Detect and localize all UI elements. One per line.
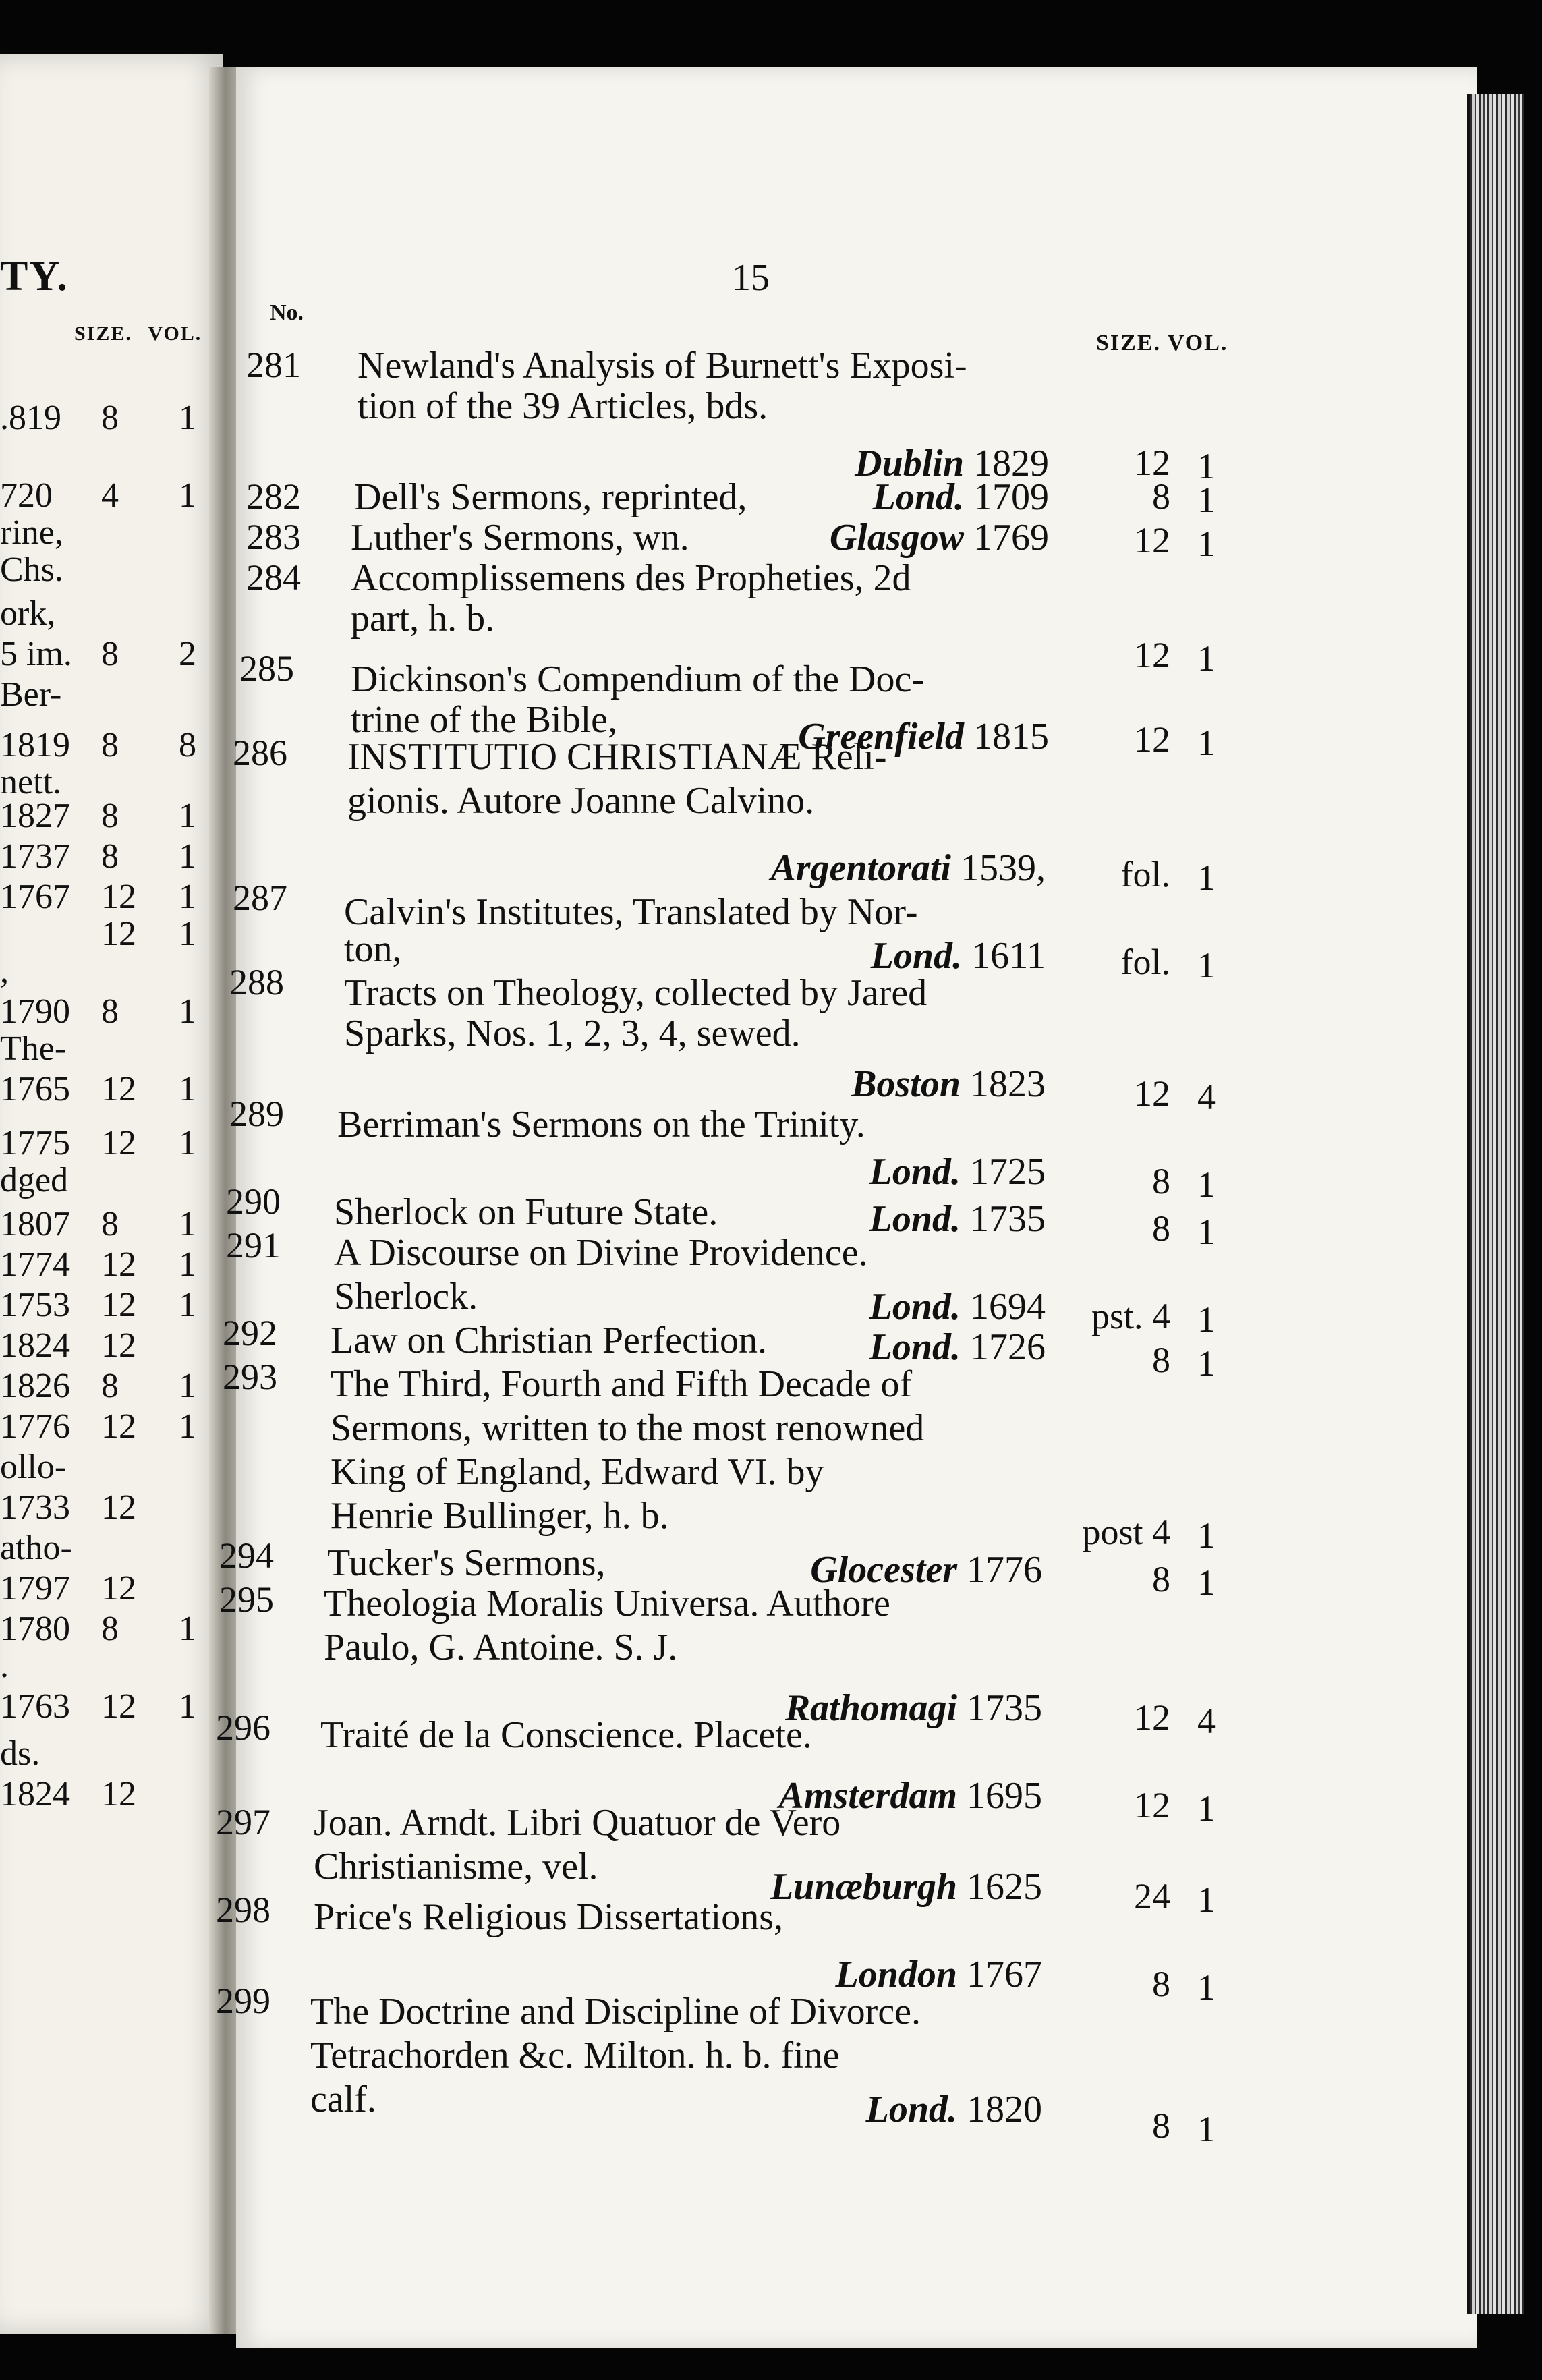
page-edges xyxy=(1467,94,1524,2314)
left-row-vol: 1 xyxy=(179,992,196,1031)
left-row-text: ollo- xyxy=(0,1448,67,1486)
entry-place: Lond. xyxy=(869,1286,961,1328)
entry-size: 24 xyxy=(1134,1876,1170,1917)
left-row-size: 12 xyxy=(101,1326,136,1365)
left-row-text: 1819 xyxy=(0,726,70,764)
entry-place: Lond. xyxy=(869,1151,961,1193)
entry-size: 12 xyxy=(1134,719,1170,760)
left-row-vol: 1 xyxy=(179,915,196,953)
page-number: 15 xyxy=(732,257,770,299)
entry-size: fol. xyxy=(1120,854,1170,895)
entry-volumes: 4 xyxy=(1197,1077,1216,1117)
left-row-size: 12 xyxy=(101,1124,136,1162)
entry-volumes: 1 xyxy=(1197,1788,1216,1829)
entry-title-line: Sherlock on Future State. xyxy=(334,1191,718,1233)
entry-volumes: 1 xyxy=(1197,1562,1216,1603)
entry-size: 8 xyxy=(1152,2105,1170,2146)
left-row-size: 12 xyxy=(101,1407,136,1446)
entry-title-line: Sermons, written to the most renowned xyxy=(331,1407,925,1449)
entry-imprint xyxy=(785,1687,1042,1730)
entry-volumes: 4 xyxy=(1197,1701,1216,1741)
left-row-vol: 1 xyxy=(179,1610,196,1648)
entry-place: Amsterdam xyxy=(778,1775,957,1817)
left-row-vol: 1 xyxy=(179,476,196,515)
entry-title-line: calf. xyxy=(310,2078,376,2120)
left-page-heading-fragment: TY. xyxy=(0,254,69,300)
entry-volumes: 1 xyxy=(1197,945,1216,986)
entry-place: Lunæburgh xyxy=(770,1866,957,1908)
entry-place: Argentorati xyxy=(770,847,951,889)
entry-number: 281 xyxy=(246,345,301,385)
entry-title-line: Calvin's Institutes, Translated by Nor- xyxy=(344,891,918,933)
entry-title-line: Theologia Moralis Universa. Authore xyxy=(324,1583,890,1624)
left-row-text: 1776 xyxy=(0,1407,70,1446)
entry-title-line: Luther's Sermons, wn. xyxy=(351,517,689,559)
left-row-vol: 1 xyxy=(179,1245,196,1284)
entry-volumes: 1 xyxy=(1197,1212,1216,1252)
left-row-text: 1765 xyxy=(0,1070,70,1108)
entry-title-line: part, h. b. xyxy=(351,598,495,640)
left-row-vol: 1 xyxy=(179,1367,196,1405)
entry-volumes: 1 xyxy=(1197,1515,1216,1556)
entry-place: Dublin xyxy=(855,443,964,484)
entry-title-line: tion of the 39 Articles, bds. xyxy=(358,385,768,427)
entry-place: Lond. xyxy=(865,2089,957,2130)
entry-year: 1725 xyxy=(970,1151,1046,1193)
entry-year: 1611 xyxy=(971,935,1046,977)
left-row-size: 4 xyxy=(101,476,119,515)
entry-place: Glasgow xyxy=(829,517,964,559)
entry-title-line: Paulo, G. Antoine. S. J. xyxy=(324,1626,678,1668)
entry-number: 290 xyxy=(226,1181,281,1222)
left-row-vol: 1 xyxy=(179,797,196,835)
entry-number: 295 xyxy=(219,1579,274,1620)
entry-title-line: The Third, Fourth and Fifth Decade of xyxy=(331,1363,913,1405)
entry-number: 296 xyxy=(216,1707,270,1748)
left-row-text: . xyxy=(0,1647,9,1685)
entry-title-line: Sherlock. xyxy=(334,1276,478,1318)
left-row-size: 8 xyxy=(101,1610,119,1648)
entry-volumes: 1 xyxy=(1197,1967,1216,2008)
entry-volumes: 1 xyxy=(1197,480,1216,520)
entry-title-line: INSTITUTIO CHRISTIANÆ Reli- xyxy=(347,736,887,778)
left-size-label: SIZE. xyxy=(74,322,132,345)
left-row-text: nett. xyxy=(0,763,61,801)
entry-title-line: Tetrachorden &c. Milton. h. b. fine xyxy=(310,2035,840,2076)
entry-size: fol. xyxy=(1120,942,1170,982)
size-vol-column-header: SIZE. VOL. xyxy=(1096,331,1228,356)
left-row-text: dged xyxy=(0,1161,69,1199)
entry-year: 1735 xyxy=(967,1687,1042,1729)
entry-volumes: 1 xyxy=(1197,638,1216,679)
entry-year: 1625 xyxy=(967,1866,1042,1908)
entry-year: 1694 xyxy=(970,1286,1046,1328)
left-row-vol: 1 xyxy=(179,1687,196,1726)
left-row-text: atho- xyxy=(0,1529,72,1567)
left-row-size: 12 xyxy=(101,1245,136,1284)
entry-size: 12 xyxy=(1134,1697,1170,1738)
entry-size: 12 xyxy=(1134,1785,1170,1825)
entry-volumes: 1 xyxy=(1197,1879,1216,1920)
entry-title-line: Berriman's Sermons on the Trinity. xyxy=(337,1104,865,1145)
entry-title-line: Newland's Analysis of Burnett's Exposi- xyxy=(358,345,967,387)
left-row-text: The- xyxy=(0,1029,67,1068)
entry-size: 12 xyxy=(1134,635,1170,675)
entry-title-line: Henrie Bullinger, h. b. xyxy=(331,1495,669,1537)
entry-number: 291 xyxy=(226,1225,281,1266)
entry-place: Glocester xyxy=(810,1549,957,1591)
entry-title-line: Christianisme, vel. xyxy=(314,1846,598,1888)
left-row-size: 12 xyxy=(101,1070,136,1108)
entry-year: 1539, xyxy=(961,847,1046,889)
entry-imprint xyxy=(770,847,1046,890)
entry-title-line: Price's Religious Dissertations, xyxy=(314,1896,784,1938)
left-row-vol: 1 xyxy=(179,1407,196,1446)
entry-volumes: 1 xyxy=(1197,722,1216,763)
left-row-text: 1737 xyxy=(0,837,70,876)
entry-imprint xyxy=(830,516,1049,559)
left-row-vol: 1 xyxy=(179,878,196,916)
left-row-text: 1824 xyxy=(0,1326,70,1365)
entry-volumes: 1 xyxy=(1197,2109,1216,2149)
entry-number: 292 xyxy=(223,1313,277,1353)
entry-size: 8 xyxy=(1152,476,1170,517)
entry-year: 1769 xyxy=(973,517,1049,559)
left-row-text: rine, xyxy=(0,513,63,552)
left-size-vol-header xyxy=(74,322,202,345)
entry-title-line: The Doctrine and Discipline of Divorce. xyxy=(310,1991,921,2033)
entry-place: Lond. xyxy=(870,935,963,977)
left-row-text: ork, xyxy=(0,594,56,633)
entry-number: 282 xyxy=(246,476,301,517)
entry-year: 1815 xyxy=(973,716,1049,758)
left-row-vol: 1 xyxy=(179,837,196,876)
entry-size: 12 xyxy=(1134,443,1170,483)
entry-imprint xyxy=(866,2088,1042,2131)
left-row-size: 8 xyxy=(101,797,119,835)
left-row-size: 8 xyxy=(101,992,119,1031)
left-row-text: .819 xyxy=(0,399,61,437)
entry-size: post 4 xyxy=(1082,1512,1170,1552)
entry-place: Lond. xyxy=(869,1198,961,1240)
number-column-header: No. xyxy=(270,300,304,325)
left-row-vol: 8 xyxy=(179,726,196,764)
left-row-vol: 1 xyxy=(179,1205,196,1243)
left-row-text: 1780 xyxy=(0,1610,70,1648)
left-row-vol: 1 xyxy=(179,1124,196,1162)
entry-place: Boston xyxy=(851,1063,961,1105)
entry-year: 1820 xyxy=(967,2089,1042,2130)
entry-size: pst. 4 xyxy=(1091,1296,1170,1336)
entry-title-line: Accomplissemens des Propheties, 2d xyxy=(351,557,911,599)
entry-title-line: Traité de la Conscience. Placete. xyxy=(320,1714,812,1756)
entry-title-line: A Discourse on Divine Providence. xyxy=(334,1232,868,1274)
left-row-text: 5 im. xyxy=(0,635,72,673)
left-row-text: , xyxy=(0,952,9,990)
entry-number: 294 xyxy=(219,1535,274,1576)
entry-size: 12 xyxy=(1134,520,1170,561)
left-row-size: 8 xyxy=(101,1367,119,1405)
left-row-size: 8 xyxy=(101,399,119,437)
entry-imprint xyxy=(869,1197,1046,1241)
entry-size: 8 xyxy=(1152,1964,1170,2004)
entry-title-line: gionis. Autore Joanne Calvino. xyxy=(347,780,815,822)
left-row-text: 1827 xyxy=(0,797,70,835)
left-row-vol: 1 xyxy=(179,1070,196,1108)
entry-volumes: 1 xyxy=(1197,1299,1216,1340)
left-row-text: 1807 xyxy=(0,1205,70,1243)
entry-number: 299 xyxy=(216,1981,270,2021)
entry-year: 1776 xyxy=(967,1549,1042,1591)
entry-volumes: 1 xyxy=(1197,857,1216,898)
left-row-size: 12 xyxy=(101,878,136,916)
left-row-vol: 2 xyxy=(179,635,196,673)
entry-volumes: 1 xyxy=(1197,446,1216,486)
entry-year: 1767 xyxy=(967,1954,1042,1995)
left-row-text: 1824 xyxy=(0,1775,70,1813)
left-row-text: 1774 xyxy=(0,1245,70,1284)
left-row-text: Chs. xyxy=(0,550,63,589)
entry-size: 8 xyxy=(1152,1161,1170,1201)
left-row-text: ds. xyxy=(0,1734,40,1773)
entry-title-line: Dell's Sermons, reprinted, xyxy=(354,476,747,518)
left-row-text: Ber- xyxy=(0,675,62,714)
entry-year: 1726 xyxy=(970,1326,1046,1368)
left-row-size: 12 xyxy=(101,1488,136,1527)
left-row-text: 1767 xyxy=(0,878,70,916)
entry-title-line: King of England, Edward VI. by xyxy=(331,1451,824,1493)
entry-title-line: Tracts on Theology, collected by Jared xyxy=(344,972,927,1014)
entry-size: 8 xyxy=(1152,1208,1170,1249)
left-vol-label: VOL. xyxy=(148,322,202,345)
left-row-text: 1790 xyxy=(0,992,70,1031)
entry-imprint xyxy=(770,1865,1042,1908)
entry-number: 283 xyxy=(246,517,301,557)
entry-title-line: trine of the Bible, xyxy=(351,699,618,741)
entry-number: 288 xyxy=(229,962,284,1002)
entry-title-line: ton, xyxy=(344,928,402,970)
entry-volumes: 1 xyxy=(1197,523,1216,564)
entry-year: 1823 xyxy=(970,1063,1046,1105)
left-row-size: 12 xyxy=(101,1775,136,1813)
entry-size: 8 xyxy=(1152,1340,1170,1380)
entry-number: 298 xyxy=(216,1890,270,1930)
entry-place: London xyxy=(835,1954,957,1995)
entry-year: 1829 xyxy=(973,443,1049,484)
entry-number: 297 xyxy=(216,1802,270,1842)
entry-imprint xyxy=(869,1150,1046,1193)
entry-title-line: Tucker's Sermons, xyxy=(327,1542,606,1584)
entry-title-line: Sparks, Nos. 1, 2, 3, 4, sewed. xyxy=(344,1013,801,1054)
entry-number: 286 xyxy=(233,733,287,773)
left-row-text: 1797 xyxy=(0,1569,70,1608)
entry-place: Lond. xyxy=(869,1326,961,1368)
entry-volumes: 1 xyxy=(1197,1164,1216,1205)
entry-title-line: Dickinson's Compendium of the Doc- xyxy=(351,658,924,700)
entry-number: 289 xyxy=(229,1094,284,1134)
left-row-size: 12 xyxy=(101,1569,136,1608)
entry-imprint xyxy=(873,476,1049,519)
entry-number: 287 xyxy=(233,878,287,918)
left-row-size: 8 xyxy=(101,726,119,764)
entry-place: Greenfield xyxy=(798,716,964,758)
left-row-text: 720 xyxy=(0,476,53,515)
entry-place: Lond. xyxy=(872,476,964,518)
entry-volumes: 1 xyxy=(1197,1343,1216,1384)
entry-size: 12 xyxy=(1134,1073,1170,1114)
entry-year: 1735 xyxy=(970,1198,1046,1240)
entry-number: 285 xyxy=(239,648,294,689)
entry-year: 1695 xyxy=(967,1775,1042,1817)
entry-year: 1709 xyxy=(973,476,1049,518)
left-row-text: 1753 xyxy=(0,1286,70,1324)
left-row-vol: 1 xyxy=(179,1286,196,1324)
entry-imprint xyxy=(869,1285,1046,1328)
entry-size: 8 xyxy=(1152,1559,1170,1599)
left-row-size: 12 xyxy=(101,915,136,953)
left-row-text: 1826 xyxy=(0,1367,70,1405)
entry-place: Rathomagi xyxy=(784,1687,957,1729)
entry-title-line: Law on Christian Perfection. xyxy=(331,1320,767,1361)
entry-number: 284 xyxy=(246,557,301,598)
left-row-size: 12 xyxy=(101,1687,136,1726)
left-row-text: 1763 xyxy=(0,1687,70,1726)
entry-title-line: Joan. Arndt. Libri Quatuor de Vero xyxy=(314,1802,841,1844)
left-row-size: 8 xyxy=(101,837,119,876)
left-row-size: 8 xyxy=(101,635,119,673)
left-row-text: 1775 xyxy=(0,1124,70,1162)
entry-number: 293 xyxy=(223,1357,277,1397)
left-row-vol: 1 xyxy=(179,399,196,437)
left-row-size: 8 xyxy=(101,1205,119,1243)
left-row-size: 12 xyxy=(101,1286,136,1324)
entry-imprint xyxy=(851,1062,1046,1106)
left-row-text: 1733 xyxy=(0,1488,70,1527)
